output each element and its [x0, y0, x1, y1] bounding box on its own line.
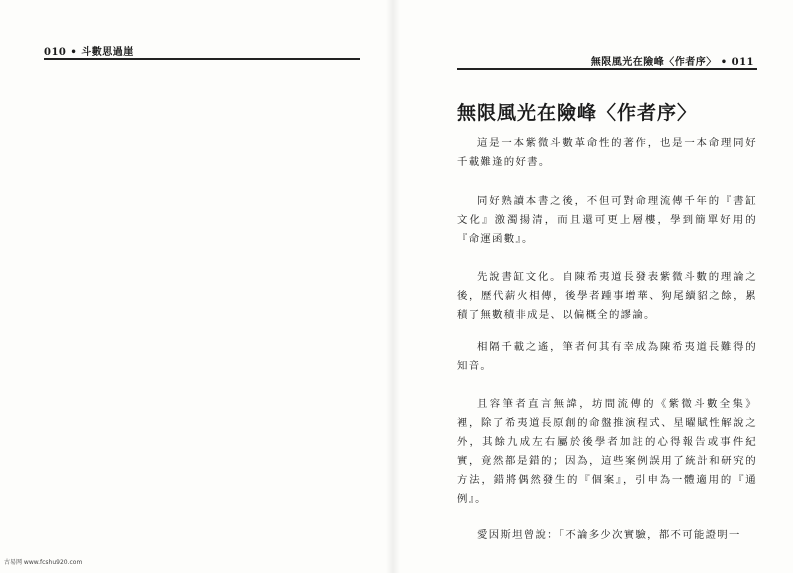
paragraph: 且容筆者直言無諱，坊間流傳的《紫微斗數全集》裡，除了希夷道長原創的命盤推演程式、星曜賦性解說之外，其餘九成左右屬於後學者加註的心得報告或事件紀實，竟然都是錯的；因為，這些案例誤用了統計和研究的方法，錯將偶然發生的『個案』，引申為一體適用的『通例』。: [457, 398, 757, 505]
chapter-title: 無限風光在險峰〈作者序〉: [457, 102, 698, 124]
left-page: [0, 0, 395, 573]
paragraph: 相隔千載之遙，筆者何其有幸成為陳希夷道長難得的知音。: [457, 341, 757, 372]
left-header-rule: [44, 58, 360, 60]
paragraph: 愛因斯坦曾說：「不論多少次實驗，都不可能證明一: [477, 529, 741, 541]
paragraph: 同好熟讀本書之後，不但可對命理流傳千年的『書缸文化』激濁揚清，而且還可更上層樓，學到簡單好用的『命運函數』。: [457, 195, 757, 245]
right-page: [395, 0, 793, 573]
paragraph: 先說書缸文化。自陳希夷道長發表紫微斗數的理論之後，歷代薪火相傳，後學者踵事增華、狗尾續貂之餘，累積了無數積非成是、以偏概全的謬論。: [457, 271, 757, 321]
left-running-header: 010 • 斗數思過崖: [44, 47, 134, 58]
right-header-rule: [457, 68, 757, 70]
paragraph: 這是一本紫微斗數革命性的著作，也是一本命理同好千載難逢的好書。: [457, 137, 757, 168]
right-running-header: 無限風光在險峰〈作者序〉 • 011: [590, 57, 754, 68]
site-watermark: 古易网 www.fcshu920.com: [4, 559, 83, 566]
